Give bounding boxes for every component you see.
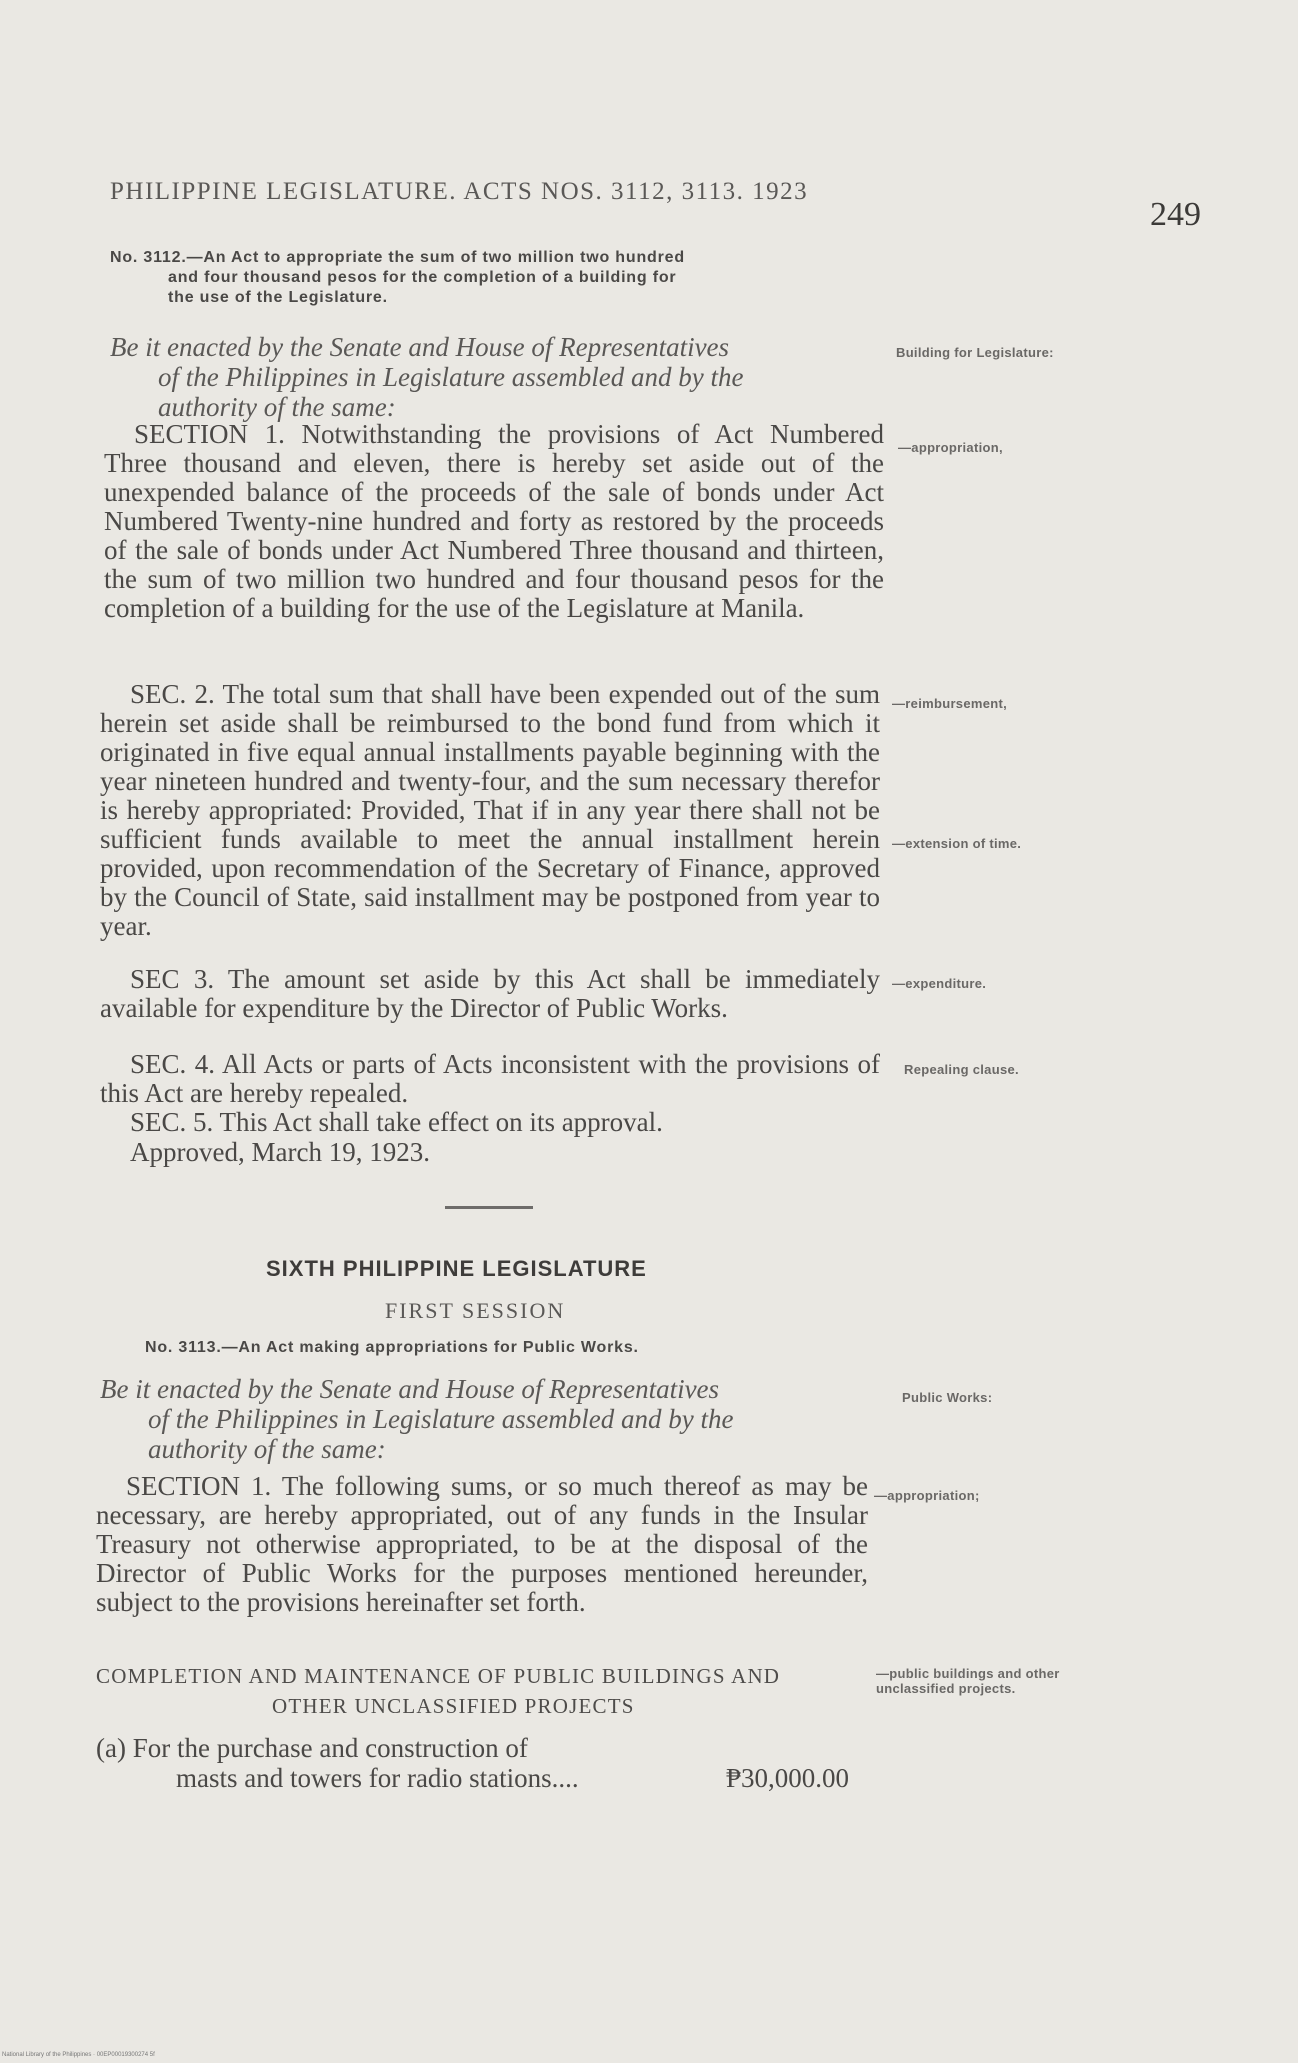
act-3112-title-line: and four thousand pesos for the completion of a building for [168,269,677,286]
enacting-line: authority of the same: [148,1434,386,1464]
category-heading: COMPLETION AND MAINTENANCE OF PUBLIC BUILDINGS AND [96,1664,781,1688]
legislature-heading: SIXTH PHILIPPINE LEGISLATURE [266,1256,647,1281]
enacting-line: authority of the same: [158,392,396,422]
section-text: SEC 3. The amount set aside by this Act shall be immediately available for expenditure by the Director of Public Works. [100,964,880,1023]
margin-note: —appropriation, [898,440,1003,455]
act-3112-title-line: No. 3112.—An Act to appropriate the sum of two million two hundred [110,249,685,266]
margin-note: —reimbursement, [892,696,1008,711]
section-text: SECTION 1. The following sums, or so much thereof as may be necessary, are hereby appropriated, out of any funds in the Insular Treasury not otherwise appropriated, to be at the disposal of the Director of Public Works for the purposes mentioned hereunder, subject to the provisions hereinafter set forth. [96,1471,868,1617]
enacting-line: Be it enacted by the Senate and House of Representatives [110,332,730,362]
item-a-amount: ₱30,000.00 [726,1763,850,1793]
category-heading: OTHER UNCLASSIFIED PROJECTS [272,1694,635,1718]
act-3113-title-line: No. 3113.—An Act making appropriations for Public Works. [145,1339,639,1356]
margin-note: Public Works: [902,1390,993,1405]
section-text: SEC. 5. This Act shall take effect on its approval. [130,1107,663,1137]
margin-note: Repealing clause. [904,1062,1019,1077]
page-number: 249 [1150,196,1201,233]
section-text: SEC. 4. All Acts or parts of Acts inconsistent with the provisions of this Act are hereby repealed. [100,1049,880,1108]
margin-note: —public buildings and other unclassified projects. [876,1666,1060,1696]
act-3113-title [145,1338,865,1358]
margin-note: —extension of time. [892,836,1022,851]
enacting-line: Be it enacted by the Senate and House of Representatives [100,1374,720,1404]
section-text: SEC. 2. The total sum that shall have been expended out of the sum herein set aside shall be reimbursed to the bond fund from which it originated in five equal annual installments payable beginning with the year nineteen hundred and twenty-four, and the sum necessary therefor is hereby appropriated: Provided, That if in any year there shall not be sufficient funds available to meet the annual installment herein provided, upon recommendation of the Secretary of Finance, approved by the Council of State, said installment may be postponed from year to year. [100,679,880,941]
item-a-line: masts and towers for radio stations.... [176,1763,579,1793]
act-3113-section-1 [96,1472,868,1617]
enacting-line: of the Philippines in Legislature assembled and by the [148,1404,734,1434]
margin-note: Building for Legislature: [896,345,1054,360]
act-3112-title-line: the use of the Legislature. [168,289,388,306]
session-heading: FIRST SESSION [385,1298,566,1323]
section-text: SECTION 1. Notwithstanding the provisions of Act Numbered Three thousand and eleven, there is hereby set aside out of the unexpended balance of the proceeds of the sale of bonds under Act Numbered Twenty-nine hundred and forty as restored by the proceeds of the sale of bonds under Act Numbered Three thousand and thirteen, the sum of two million two hundred and four thousand pesos for the completion of a building for the use of the Legislature at Manila. [104,419,884,623]
act-3112-section-5 [100,1108,880,1137]
act-3112-section-3 [100,965,880,1023]
item-a-line: (a) For the purchase and construction of [96,1733,528,1763]
act-3112-enacting-clause [110,332,890,422]
act-3112-section-4 [100,1050,880,1108]
approval-text: Approved, March 19, 1923. [130,1137,430,1167]
running-header: PHILIPPINE LEGISLATURE. ACTS NOS. 3112, 3113. 1923 [110,178,809,205]
enacting-line: of the Philippines in Legislature assembled and by the [158,362,744,392]
margin-note: —expenditure. [892,976,987,991]
act-3112-section-2 [100,680,880,941]
margin-note: —appropriation; [874,1488,980,1503]
act-3112-title [110,248,890,308]
act-3113-enacting-clause [100,1374,880,1464]
section-divider [445,1206,533,1209]
scan-footer: National Library of the Philippines · 00EP00019300274 5f [2,2052,155,2058]
act-3112-section-1 [104,420,884,623]
act-3112-approval [100,1138,880,1167]
